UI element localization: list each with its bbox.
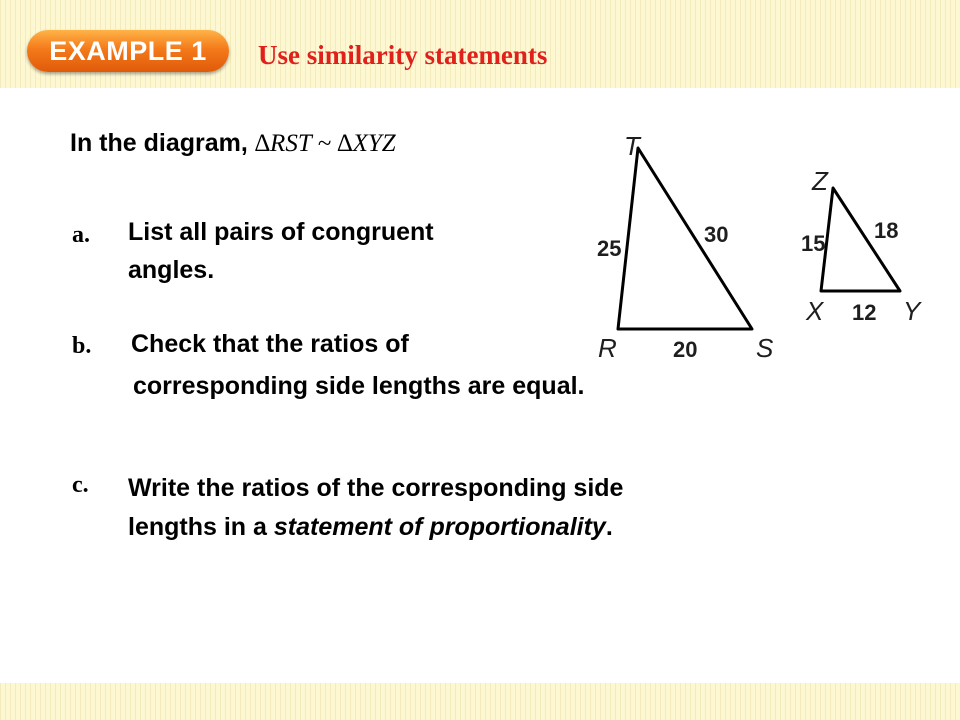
- part-c-letter: c.: [72, 472, 89, 498]
- vertex-label-s: S: [756, 333, 774, 363]
- part-a-line1: List all pairs of congruent: [128, 218, 434, 246]
- side-label-xy: 12: [852, 300, 877, 325]
- part-c-line1: Write the ratios of the corresponding side: [128, 474, 624, 502]
- part-a-line2: angles.: [128, 256, 215, 284]
- footer-band: [0, 683, 960, 720]
- part-c-line2-end: .: [605, 513, 613, 541]
- example-badge: EXAMPLE 1: [27, 30, 229, 72]
- triangle-xyz: [801, 166, 922, 326]
- part-b-line1: Check that the ratios of: [131, 330, 409, 358]
- side-label-zy: 18: [874, 218, 899, 243]
- part-a-letter: a.: [72, 222, 90, 248]
- similarity-statement: ∆RST ~ ∆XYZ: [254, 130, 396, 157]
- vertex-label-y: Y: [903, 296, 921, 326]
- side-label-rt: 25: [597, 236, 622, 261]
- part-c-line2-start: lengths in a: [128, 513, 274, 541]
- lesson-title: Use similarity statements: [258, 40, 548, 70]
- vertex-label-t: T: [624, 131, 640, 161]
- part-b-line2: corresponding side lengths are equal.: [133, 372, 585, 400]
- vertex-label-z: Z: [812, 166, 828, 196]
- triangle-rst: [597, 131, 774, 363]
- triangle-rst-outline: [618, 148, 752, 329]
- vertex-label-x: X: [806, 296, 824, 326]
- part-b-letter: b.: [72, 333, 92, 359]
- side-label-rs: 20: [673, 337, 698, 362]
- part-c-emphasis: statement of proportionality: [273, 513, 606, 541]
- vertex-label-r: R: [598, 333, 617, 363]
- side-label-xz: 15: [801, 231, 826, 256]
- side-label-ts: 30: [704, 222, 729, 247]
- intro-prefix: In the diagram,: [70, 129, 248, 157]
